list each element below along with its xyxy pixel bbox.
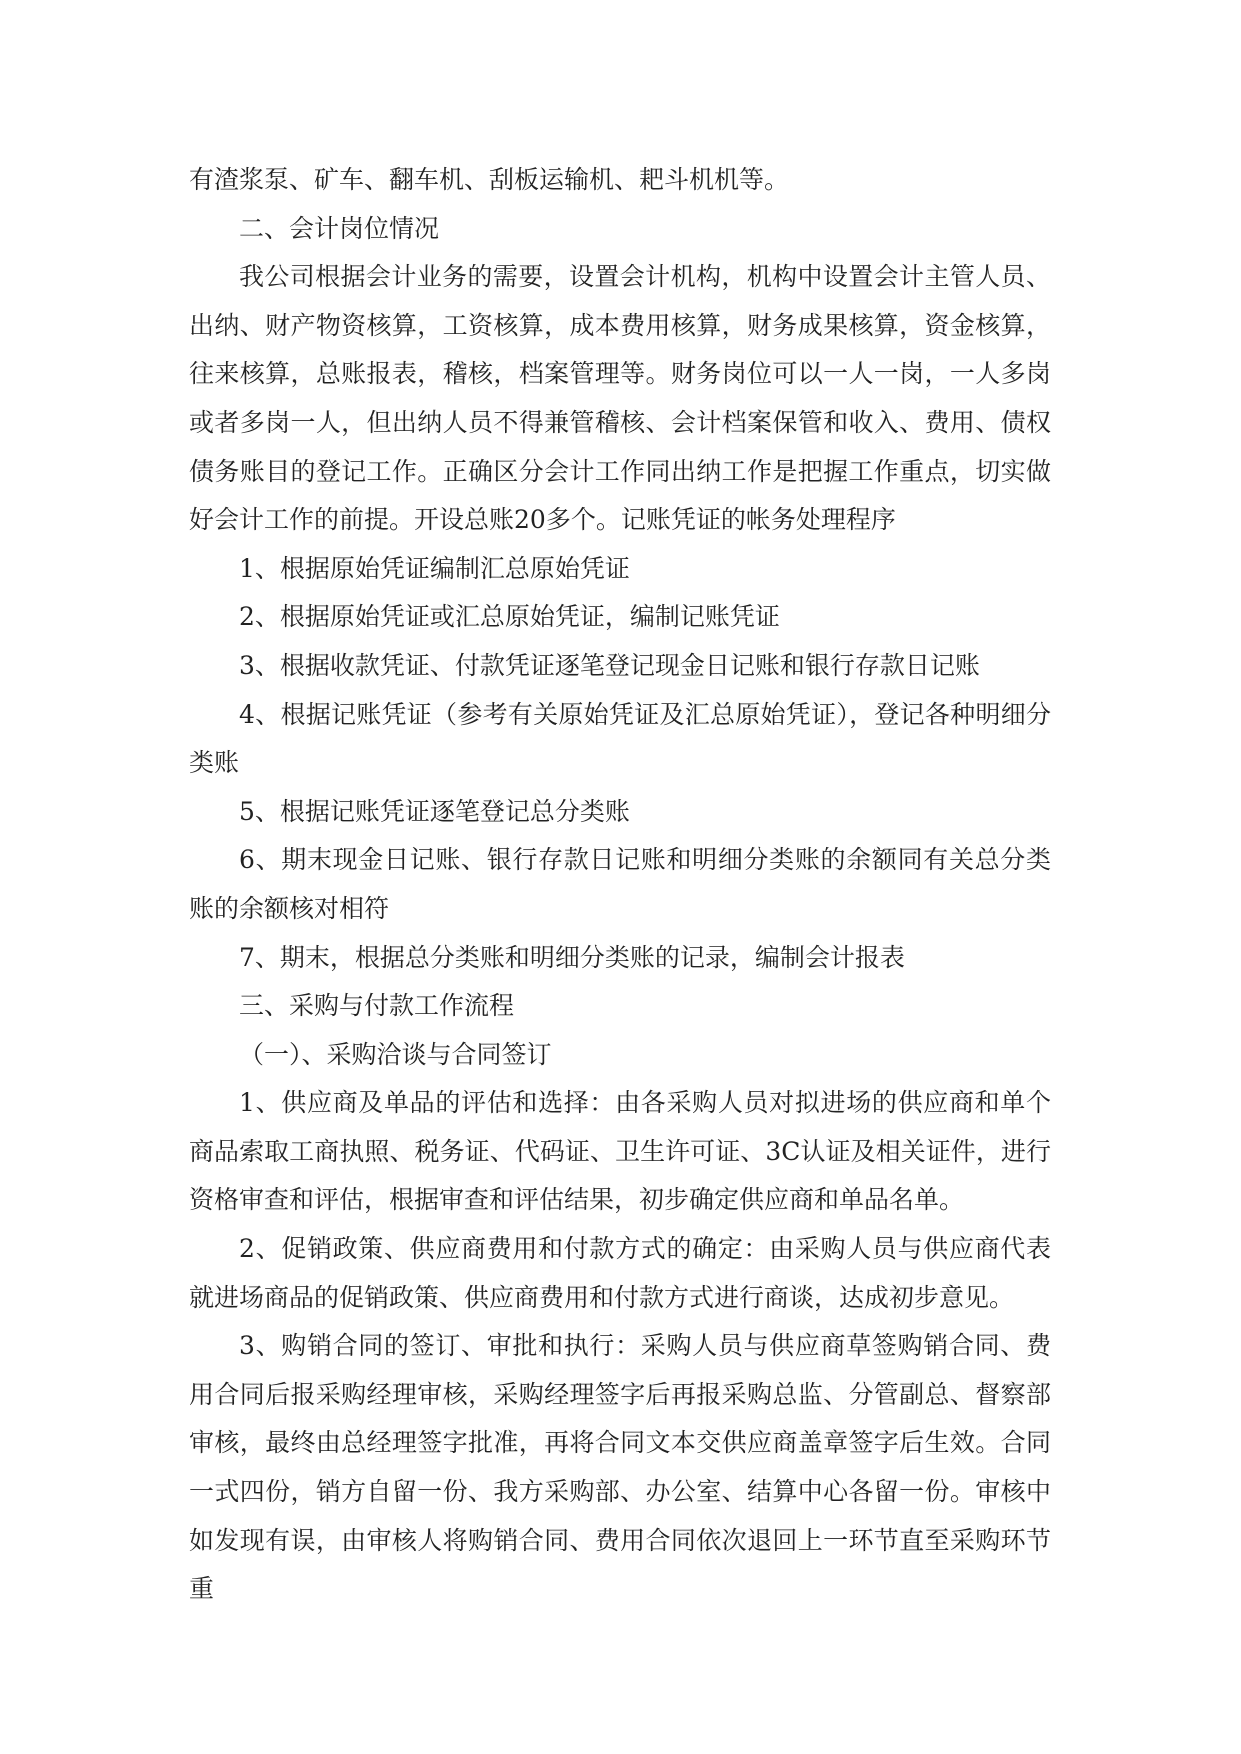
heading-accounting-positions: 二、会计岗位情况 (239, 213, 440, 243)
procurement-item-1: 1、供应商及单品的评估和选择：由各采购人员对拟进场的供应商和单个商品索取工商执照、税务证、代码证、卫生许可证、3C认证及相关证件，进行资格审查和评估，根据审查和评估结果，初步确定供应商和单品名单。 (189, 1088, 1051, 1215)
subheading-negotiation-contract: （一）、采购洽谈与合同签订 (239, 1039, 552, 1069)
heading-procurement-process: 三、采购与付款工作流程 (239, 991, 515, 1021)
document-body (189, 156, 1051, 1614)
procurement-item-2: 2、促销政策、供应商费用和付款方式的确定：由采购人员与供应商代表就进场商品的促销政策、供应商费用和付款方式进行商谈，达成初步意见。 (189, 1234, 1051, 1312)
list-item-5: 5、根据记账凭证逐笔登记总分类账 (239, 796, 630, 826)
list-item-6: 6、期末现金日记账、银行存款日记账和明细分类账的余额同有关总分类账的余额核对相符 (189, 845, 1051, 923)
paragraph-continuation: 有渣浆泵、矿车、翻车机、刮板运输机、耙斗机机等。 (189, 165, 790, 194)
procurement-item-3: 3、购销合同的签订、审批和执行：采购人员与供应商草签购销合同、费用合同后报采购经理审核，采购经理签字后再报采购总监、分管副总、督察部审核，最终由总经理签字批准，再将合同文本交供应商盖章签字后生效。合同一式四份，销方自留一份、我方采购部、办公室、结算中心各留一份。审核中如发现有误，由审核人将购销合同、费用合同依次退回上一环节直至采购环节重 (189, 1331, 1051, 1604)
list-item-7: 7、期末，根据总分类账和明细分类账的记录，编制会计报表 (239, 942, 905, 972)
list-item-3: 3、根据收款凭证、付款凭证逐笔登记现金日记账和银行存款日记账 (239, 650, 980, 680)
list-item-1: 1、根据原始凭证编制汇总原始凭证 (239, 553, 630, 583)
paragraph-accounting-structure: 我公司根据会计业务的需要，设置会计机构，机构中设置会计主管人员、出纳、财产物资核算，工资核算，成本费用核算，财务成果核算，资金核算，往来核算，总账报表，稽核，档案管理等。财务岗位可以一人一岗，一人多岗或者多岗一人，但出纳人员不得兼管稽核、会计档案保管和收入、费用、债权债务账目的登记工作。正确区分会计工作同出纳工作是把握工作重点，切实做好会计工作的前提。开设总账20多个。记账凭证的帐务处理程序 (189, 262, 1051, 535)
list-item-2: 2、根据原始凭证或汇总原始凭证，编制记账凭证 (239, 602, 780, 632)
list-item-4: 4、根据记账凭证（参考有关原始凭证及汇总原始凭证），登记各种明细分类账 (189, 699, 1051, 778)
